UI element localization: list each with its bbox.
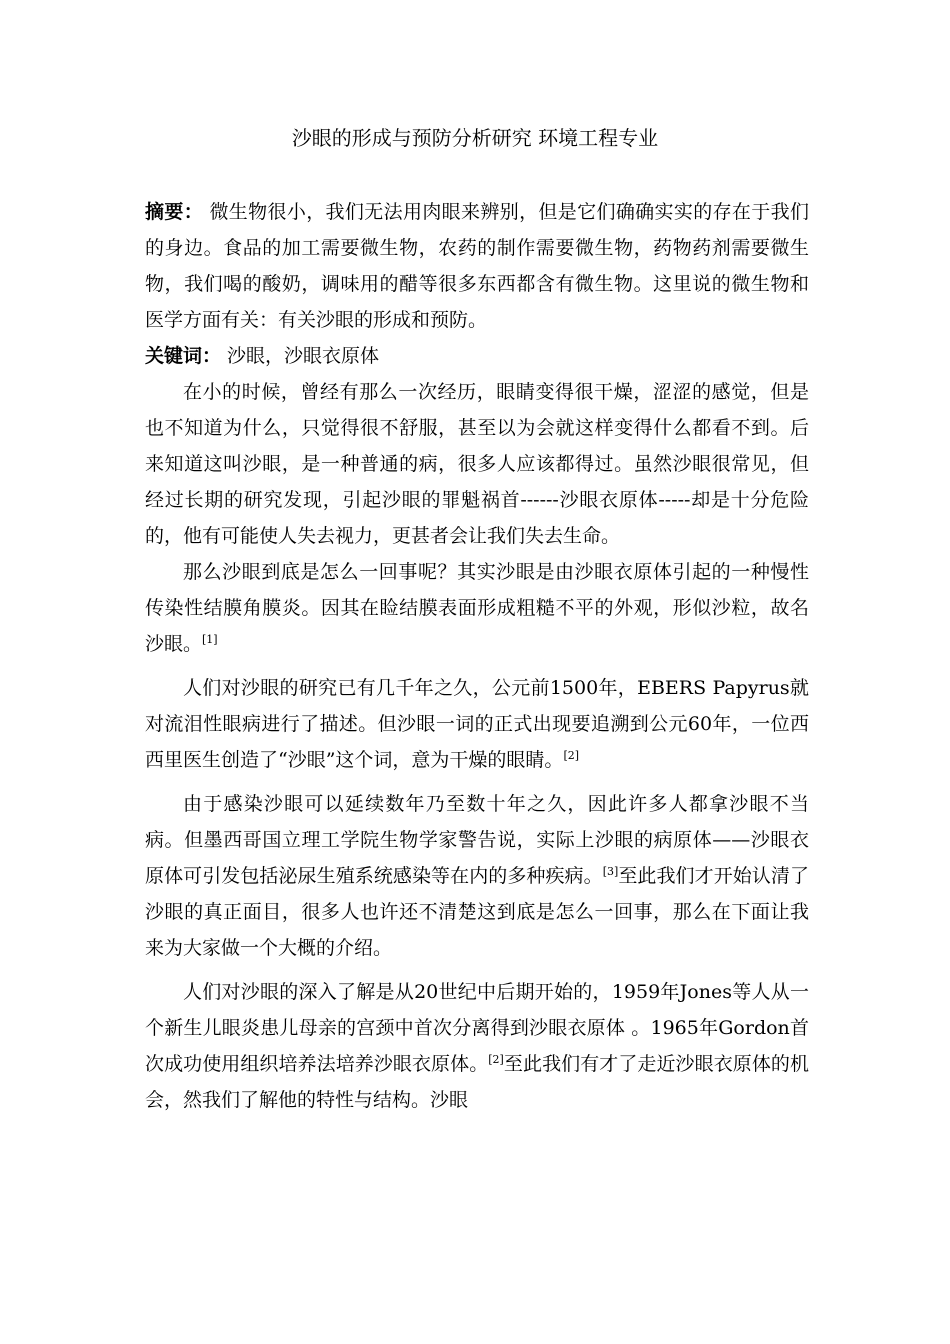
paragraph-text-continued: 至此我们有才了走近沙眼衣原体的机会，然我们了解他的特性与结构。沙眼: [145, 1053, 809, 1111]
citation-ref: [1]: [202, 633, 218, 646]
body-paragraph-3: [145, 670, 809, 778]
body-paragraph-5: [145, 974, 809, 1118]
document-body: [145, 194, 809, 1118]
body-paragraph-4: [145, 786, 809, 966]
document-title: 沙眼的形成与预防分析研究 环境工程专业: [291, 126, 659, 150]
citation-ref: [3]: [602, 865, 619, 878]
keywords-paragraph: [145, 338, 809, 374]
paragraph-text: 人们对沙眼的研究已有几千年之久，公元前1500年，EBERS Papyrus就对流泪性眼病进行了描述。但沙眼一词的正式出现要追溯到公元60年，一位西西里医生创造了“沙眼”这个词，意为干燥的眼睛。: [145, 677, 809, 771]
paragraph-text: 那么沙眼到底是怎么一回事呢？其实沙眼是由沙眼衣原体引起的一种慢性传染性结膜角膜炎。因其在睑结膜表面形成粗糙不平的外观，形似沙粒，故名沙眼。: [145, 561, 809, 655]
paragraph-text-continued: 至此我们才开始认清了沙眼的真正面目，很多人也许还不清楚这到底是怎么一回事，那么在下面让我来为大家做一个大概的介绍。: [145, 865, 809, 959]
paragraph-text: 人们对沙眼的深入了解是从20世纪中后期开始的，1959年Jones等人从一个新生儿眼炎患儿母亲的宫颈中首次分离得到沙眼衣原体 。1965年Gordon首次成功使用组织培养法培养沙眼衣原体。: [145, 981, 809, 1075]
abstract-paragraph: [145, 194, 809, 338]
citation-ref: [2]: [488, 1053, 504, 1066]
citation-ref: [2]: [563, 749, 580, 762]
abstract-label: 摘要：: [145, 201, 204, 223]
paragraph-text: 由于感染沙眼可以延续数年乃至数十年之久，因此许多人都拿沙眼不当病。但墨西哥国立理工学院生物学家警告说，实际上沙眼的病原体——沙眼衣原体可引发包括泌尿生殖系统感染等在内的多种疾病。: [145, 793, 809, 887]
body-paragraph-2: [145, 554, 809, 662]
keywords-label: 关键词：: [145, 345, 222, 367]
paragraph-text: 在小的时候，曾经有那么一次经历，眼睛变得很干燥，涩涩的感觉，但是也不知道为什么，只觉得很不舒服，甚至以为会就这样变得什么都看不到。后来知道这叫沙眼，是一种普通的病，很多人应该都得过。虽然沙眼很常见，但经过长期的研究发现，引起沙眼的罪魁祸首------沙眼衣原体-----却是十分危险的，他有可能使人失去视力，更甚者会让我们失去生命。: [145, 381, 809, 547]
keywords-text: 沙眼，沙眼衣原体: [221, 345, 380, 367]
body-paragraph-1: [145, 374, 809, 554]
abstract-text: 微生物很小，我们无法用肉眼来辨别，但是它们确确实实的存在于我们的身边。食品的加工需要微生物，农药的制作需要微生物，药物药剂需要微生物，我们喝的酸奶，调味用的醋等很多东西都含有微生物。这里说的微生物和医学方面有关：有关沙眼的形成和预防。: [145, 201, 809, 331]
